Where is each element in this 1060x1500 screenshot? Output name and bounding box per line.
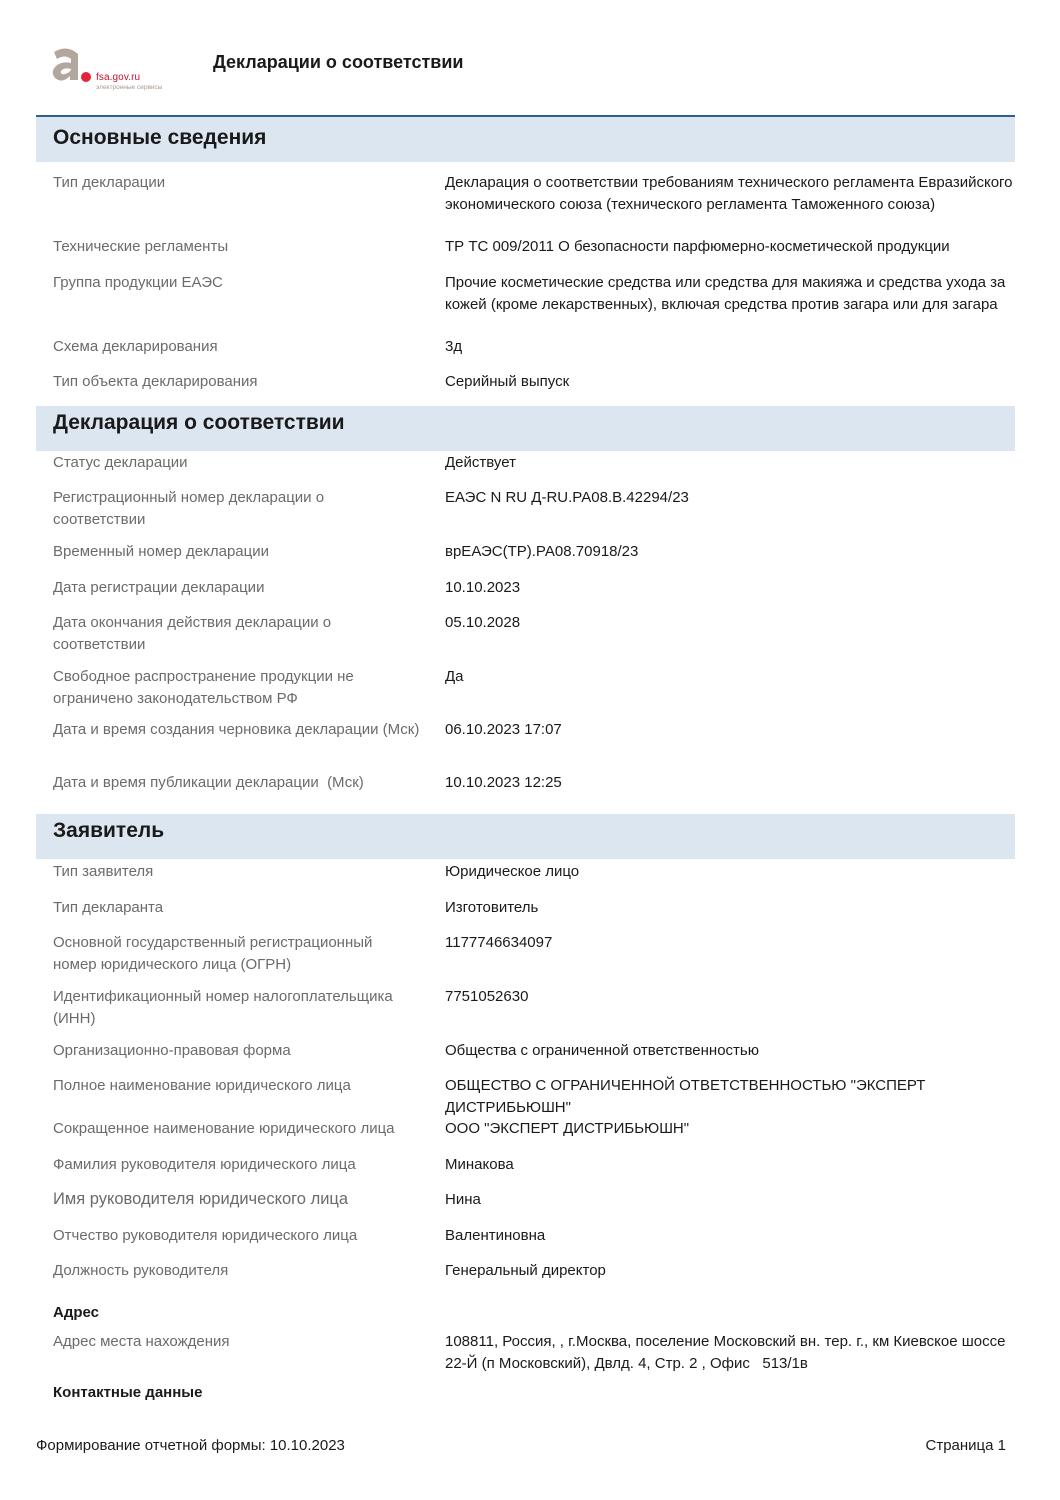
field-label: Технические регламенты [53, 238, 229, 255]
report-generated-date: Формирование отчетной формы: 10.10.2023 [36, 1437, 345, 1454]
page-title: Декларации о соответствии [213, 52, 464, 72]
field-value: Генеральный директор [445, 1262, 606, 1279]
section-title: Заявитель [53, 819, 165, 842]
address-subheading: Адрес [53, 1304, 100, 1321]
field-value: врЕАЭС(ТР).РА08.70918/23 [445, 543, 639, 560]
field-label: Сокращенное наименование юридического лица [53, 1120, 395, 1137]
section-header-declaration [36, 406, 1015, 451]
field-value: Изготовитель [445, 899, 539, 916]
logo-red-dot [81, 72, 91, 82]
field-value: ТР ТС 009/2011 О безопасности парфюмерно-косметической продукции [445, 238, 950, 255]
field-label: Имя руководителя юридического лица [53, 1190, 349, 1208]
logo-domain: fsa.gov.ru [96, 72, 141, 83]
section-header-basic [36, 117, 1015, 162]
field-value: Да [445, 668, 464, 685]
field-label: Адрес места нахождения [53, 1333, 230, 1350]
field-label: Регистрационный номер декларации о соответствии [53, 489, 325, 528]
field-value: 06.10.2023 17:07 [445, 721, 562, 738]
field-label: Идентификационный номер налогоплательщика (ИНН) [53, 988, 393, 1027]
field-label: Временный номер декларации [53, 543, 269, 560]
field-value: 10.10.2023 [445, 579, 521, 596]
field-label: Свободное распространение продукции не ограничено законодательством РФ [53, 668, 354, 707]
field-value: Юридическое лицо [445, 863, 580, 880]
field-value: 3д [445, 338, 463, 355]
section-title: Декларация о соответствии [53, 411, 345, 434]
field-value: 7751052630 [445, 988, 529, 1005]
field-label: Схема декларирования [53, 338, 218, 355]
field-label: Организационно-правовая форма [53, 1042, 291, 1059]
section-header-applicant [36, 814, 1015, 859]
field-value: Общества с ограниченной ответственностью [445, 1042, 759, 1059]
field-value: Нина [445, 1191, 481, 1208]
field-label: Полное наименование юридического лица [53, 1077, 351, 1094]
section-title: Основные сведения [53, 126, 267, 149]
field-value: ООО "ЭКСПЕРТ ДИСТРИБЬЮШН" [445, 1120, 690, 1137]
status-value: Действует [445, 454, 516, 471]
fsa-logo-icon [50, 46, 84, 86]
field-value: 05.10.2028 [445, 614, 521, 631]
address-value: 108811, Россия, , г.Москва, поселение Московский вн. тер. г., км Киевское шоссе 22-Й (п Московский), Двлд. 4, Стр. 2 , Офис 513/1в [445, 1333, 1010, 1372]
field-label: Отчество руководителя юридического лица [53, 1227, 358, 1244]
field-label: Основной государственный регистрационный номер юридического лица (ОГРН) [53, 934, 373, 973]
field-label: Тип заявителя [53, 863, 154, 880]
page-header [0, 0, 1060, 115]
field-label: Должность руководителя [53, 1262, 229, 1279]
field-value: Валентиновна [445, 1227, 546, 1244]
logo-subtitle: электронные сервисы [96, 84, 163, 91]
field-value: Прочие косметические средства или средства для макияжа и средства ухода за кожей (кроме лекарственных), включая средства против загара или для загара [445, 274, 1006, 313]
field-value: ОБЩЕСТВО С ОГРАНИЧЕННОЙ ОТВЕТСТВЕННОСТЬЮ "ЭКСПЕРТ ДИСТРИБЬЮШН" [445, 1077, 926, 1116]
field-label: Тип декларации [53, 174, 166, 191]
field-value: 10.10.2023 12:25 [445, 774, 562, 791]
field-value: ЕАЭС N RU Д-RU.РА08.В.42294/23 [445, 489, 689, 506]
page-number: Страница 1 [925, 1437, 1006, 1454]
field-label: Дата и время публикации декларации (Мск) [53, 774, 364, 791]
field-label: Дата и время создания черновика декларации (Мск) [53, 721, 420, 738]
field-label: Группа продукции ЕАЭС [53, 274, 223, 291]
fsa-logo[interactable] [50, 46, 180, 96]
field-label: Дата окончания действия декларации о соответствии [53, 614, 332, 653]
contacts-subheading: Контактные данные [53, 1384, 203, 1401]
field-value: Серийный выпуск [445, 373, 570, 390]
field-label: Статус декларации [53, 454, 188, 471]
field-label: Тип объекта декларирования [53, 373, 258, 390]
field-value: Минакова [445, 1156, 514, 1173]
field-label: Фамилия руководителя юридического лица [53, 1156, 356, 1173]
field-value: 1177746634097 [445, 934, 553, 951]
field-value: Декларация о соответствии требованиям технического регламента Евразийского экономического союза (технического регламента Таможенного союза) [445, 174, 1013, 213]
field-label: Дата регистрации декларации [53, 579, 265, 596]
field-label: Тип декларанта [53, 899, 164, 916]
